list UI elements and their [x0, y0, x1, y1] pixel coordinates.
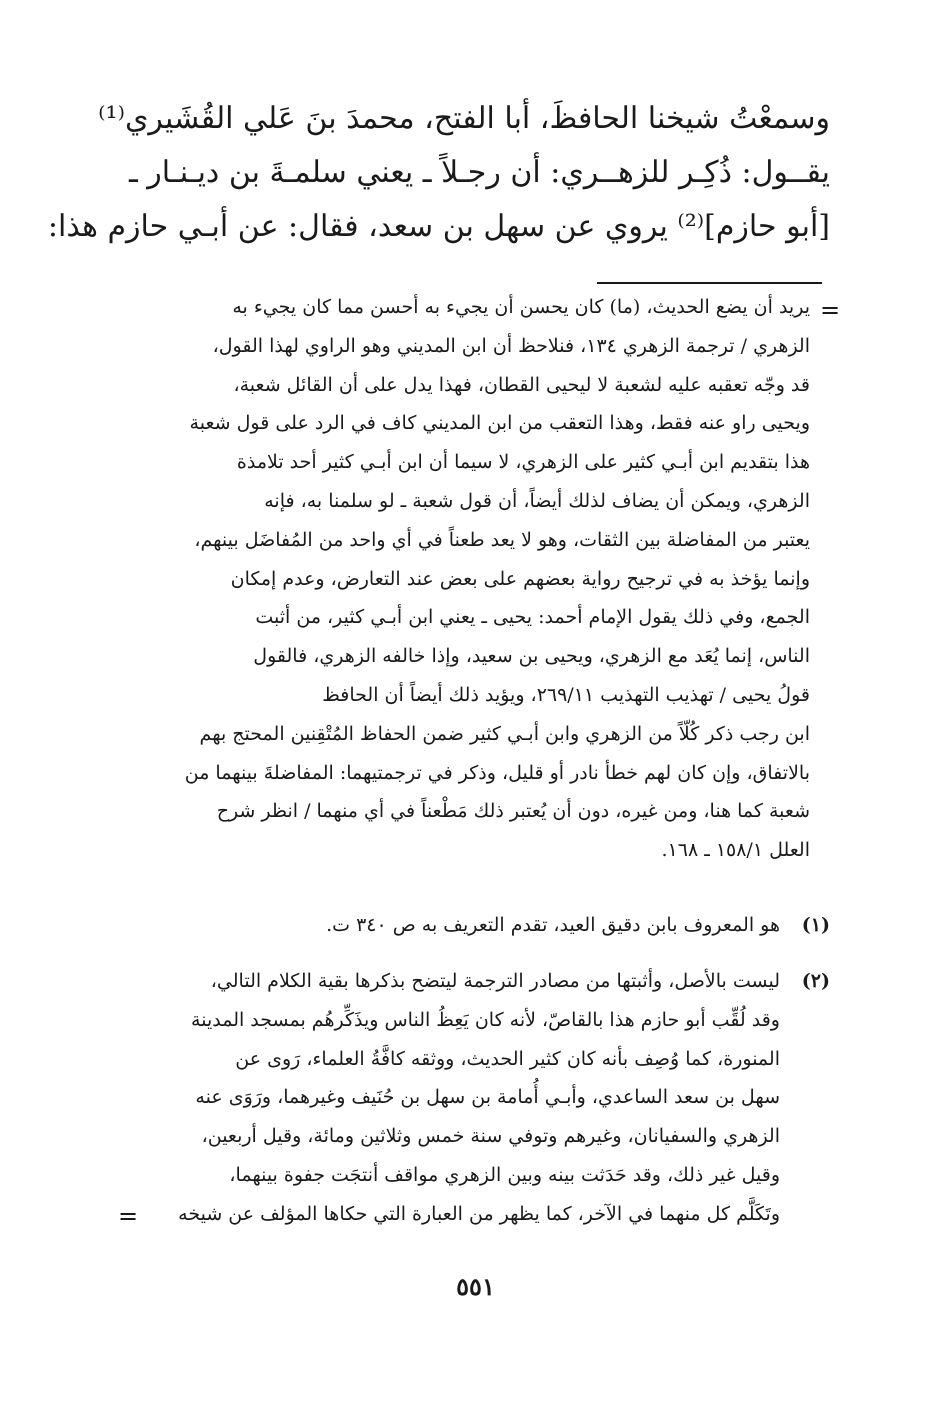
footnote-body	[118, 906, 780, 945]
footnote-line: هذا بتقديم ابن أبـي كثير على الزهري، لا سيما أن ابن أبـي كثير أحد تلامذة	[236, 451, 810, 474]
footnote-line: يعتبر من المفاضلة بين الثقات، وهو لا يعد طعناً في أي واحد من المُفاضَل بينهم،	[194, 528, 810, 551]
footnote-line: الزهري، ويمكن أن يضاف لذلك أيضاً، أن قول شعبة ـ لو سلمنا به، فإنه	[264, 489, 810, 512]
main-text-line: يقــول: ذُكِـر للزهــري: أن رجـلاً ـ يعني سلمـةَ بن ديـنـار ـ	[128, 155, 830, 190]
continuation-marker: =	[820, 296, 841, 324]
footnote-line: قولُ يحيى / تهذيب التهذيب ٢٦٩/١١، ويؤيد ذلك أيضاً أن الحافظ	[322, 683, 810, 706]
footnote-2	[118, 962, 830, 1234]
footnote-line: العلل ١٥٨/١ ـ ١٦٨.	[661, 839, 810, 862]
page-number: ٥٥١	[456, 1272, 495, 1301]
footnote-line: ابن رجب ذكر كُلّاً من الزهري وابن أبـي كثير ضمن الحفاظ المُتْقِنين المحتج بهم	[199, 722, 810, 745]
footnote-line: الزهري / ترجمة الزهري ١٣٤، فنلاحظ أن ابن المديني وهو الراوي لهذا القول،	[212, 334, 810, 357]
main-text	[47, 92, 830, 254]
footnote-number: (٢)	[801, 970, 830, 992]
footnote-number: (١)	[801, 914, 830, 936]
footnote-line: ليست بالأصل، وأثبتها من مصادر الترجمة ليتضح بذكرها بقية الكلام التالي،	[210, 970, 780, 992]
footnote-line: الناس، إنما يُعَد مع الزهري، ويحيى بن سعيد، وإذا خالفه الزهري، فالقول	[253, 645, 810, 668]
footnote-body	[118, 962, 780, 1234]
footnote-line: سهل بن سعد الساعدي، وأبـي أُمامة بن سهل بن حُنَيف وغيرهما، ورَوَى عنه	[195, 1086, 780, 1109]
footnote-line: وتَكَلَّم كل منهما في الآخر، كما يظهر من العبارة التي حكاها المؤلف عن شيخه	[178, 1202, 780, 1225]
footnote-line: وقيل غير ذلك، وقد حَدَثت بينه وبين الزهري مواقف أنتجَت جفوة بينهما،	[229, 1163, 780, 1186]
footnote-line: المنورة، كما وُصِف بأنه كان كثير الحديث، ووثقه كافَّةُ العلماء، رَوى عن	[235, 1047, 780, 1070]
footnote-continuation	[118, 288, 810, 870]
footnote-line: قد وجّه تعقبه عليه لشعبة لا ليحيى القطان، فهذا يدل على أن القائل شعبة،	[233, 373, 810, 396]
footnote-line: شعبة كما هنا، ومن غيره، دون أن يُعتبر ذلك مَطْعناً في أي منهما / انظر شرح	[216, 800, 810, 823]
footnote-line: الزهري والسفيانان، وغيرهم وتوفي سنة خمس وثلاثين ومائة، وقيل أربعين،	[201, 1125, 780, 1148]
continues-next-page-marker: =	[118, 1202, 139, 1230]
footnote-line: بالاتفاق، وإن كان لهم خطأ نادر أو قليل، وذكر في ترجمتيهما: المفاضلةَ بينهما من	[184, 761, 810, 784]
footnote-line: وإنما يؤخذ به في ترجيح رواية بعضهم على بعض عند التعارض، وعدم إمكان	[230, 567, 810, 590]
footnote-line: هو المعروف بابن دقيق العيد، تقدم التعريف به ص ٣٤٠ ت.	[326, 914, 780, 936]
footnote-1	[118, 906, 830, 945]
footnote-line: يريد أن يضع الحديث، (ما) كان يحسن أن يجيء به أحسن مما كان يجيء به	[232, 296, 810, 318]
footnote-line: وقد لُقِّب أبو حازم هذا بالقاصّ، لأنه كان يَعِظُ الناس ويذَكِّرهُم بمسجد المدينة	[191, 1008, 780, 1031]
main-text-line: [أبو حازم]⁽²⁾ يروي عن سهل بن سعد، فقال: عن أبـي حازم هذا:	[47, 209, 830, 244]
footnote-separator-rule	[597, 282, 822, 284]
footnote-line: الجمع، وفي ذلك يقول الإمام أحمد: يحيى ـ يعني ابن أبـي كثير، من أثبت	[255, 606, 810, 629]
main-text-line: وسمعْتُ شيخنا الحافظَ، أبا الفتح، محمدَ بنَ عَلي القُشَيري⁽¹⁾	[98, 101, 830, 136]
footnote-line: ويحيى راو عنه فقط، وهذا التعقب من ابن المديني كاف في الرد على قول شعبة	[189, 412, 810, 435]
